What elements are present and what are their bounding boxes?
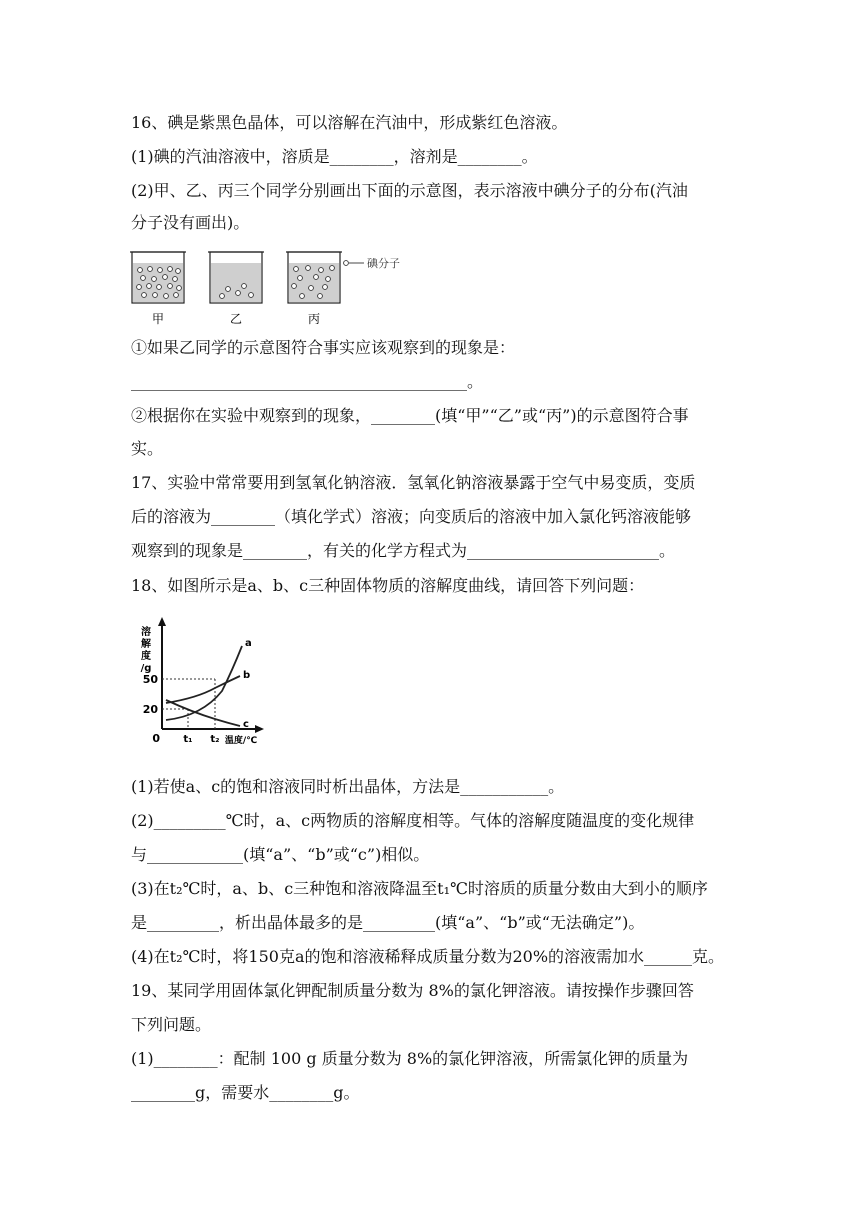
beaker-jia bbox=[130, 252, 186, 303]
q16-part1: (1)碘的汽油溶液中，溶质是________，溶剂是________。 bbox=[131, 147, 538, 166]
q16-sub2-line2: 实。 bbox=[131, 439, 164, 458]
q16-sub2-line1: ②根据你在实验中观察到的现象，________(填“甲”“乙”或“丙”)的示意图符合事 bbox=[131, 406, 689, 425]
q17-line2: 后的溶液为________（填化学式）溶液；向变质后的溶液中加入氯化钙溶液能够 bbox=[131, 507, 692, 526]
y-tick-20: 20 bbox=[142, 703, 158, 716]
q16-sub1: ①如果乙同学的示意图符合事实应该观察到的现象是： bbox=[131, 338, 516, 357]
x-tick-t2: t₂ bbox=[210, 734, 220, 745]
ylabel-char-2: 解 bbox=[141, 639, 151, 650]
q18-stem: 18、如图所示是a、b、c三种固体物质的溶解度曲线，请回答下列问题： bbox=[131, 576, 645, 595]
x-axis-label: 温度/℃ bbox=[224, 736, 258, 746]
curve-c-label: c bbox=[243, 719, 249, 730]
legend-label: 碘分子 bbox=[367, 257, 400, 270]
q19-stem-line2: 下列问题。 bbox=[131, 1015, 212, 1034]
q16-part2-line1: (2)甲、乙、丙三个同学分别画出下面的示意图，表示溶液中碘分子的分布(汽油 bbox=[131, 181, 688, 200]
q18-part1: (1)若使a、c的饱和溶液同时析出晶体，方法是___________。 bbox=[131, 777, 565, 796]
solubility-graph bbox=[132, 616, 270, 750]
ylabel-char-1: 溶 bbox=[141, 627, 151, 638]
q18-part3-line2: 是_________，析出晶体最多的是_________(填“a”、“b”或“无法确定”)。 bbox=[131, 913, 645, 932]
ylabel-char-3: 度 bbox=[141, 651, 151, 662]
curve-a-label: a bbox=[245, 638, 252, 649]
q18-part3-line1: (3)在t₂℃时，a、b、c三种饱和溶液降温至t₁℃时溶质的质量分数由大到小的顺序 bbox=[131, 879, 708, 898]
q16-sub1-answer-line: __________________________________________。 bbox=[131, 372, 484, 391]
x-tick-t1: t₁ bbox=[183, 734, 193, 745]
legend-iodine bbox=[344, 256, 400, 270]
beaker-label-jia: 甲 bbox=[151, 312, 165, 326]
q18-part2-line1: (2)_________℃时，a、c两物质的溶解度相等。气体的溶解度随温度的变化规律 bbox=[131, 811, 695, 830]
y-tick-50: 50 bbox=[142, 673, 158, 686]
beaker-yi bbox=[208, 252, 264, 303]
q19-part1-line2: ________g，需要水________g。 bbox=[131, 1083, 360, 1102]
q18-part2-line2: 与____________(填“a”、“b”或“c”)相似。 bbox=[131, 845, 430, 864]
q16-stem: 16、碘是紫黑色晶体，可以溶解在汽油中，形成紫红色溶液。 bbox=[131, 113, 568, 132]
beaker-bing bbox=[286, 252, 342, 303]
beaker-label-bing: 丙 bbox=[307, 312, 321, 326]
q17-line3: 观察到的现象是________，有关的化学方程式为________________________。 bbox=[131, 541, 676, 560]
beaker-diagram bbox=[128, 244, 418, 328]
q17-line1: 17、实验中常常要用到氢氧化钠溶液．氢氧化钠溶液暴露于空气中易变质，变质 bbox=[131, 473, 696, 492]
q19-stem-line1: 19、某同学用固体氯化钾配制质量分数为 8%的氯化钾溶液。请按操作步骤回答 bbox=[131, 981, 694, 1000]
q19-part1-line1: (1)________：配制 100 g 质量分数为 8%的氯化钾溶液，所需氯化钾的质量为 bbox=[131, 1049, 689, 1068]
origin-label: 0 bbox=[152, 732, 160, 745]
curve-b-label: b bbox=[243, 670, 251, 681]
ylabel-unit: /g bbox=[140, 663, 152, 674]
beaker-label-yi: 乙 bbox=[229, 312, 243, 326]
q18-part4: (4)在t₂℃时，将150克a的饱和溶液稀释成质量分数为20%的溶液需加水______克。 bbox=[131, 947, 725, 966]
q16-part2-line2: 分子没有画出)。 bbox=[131, 213, 250, 232]
